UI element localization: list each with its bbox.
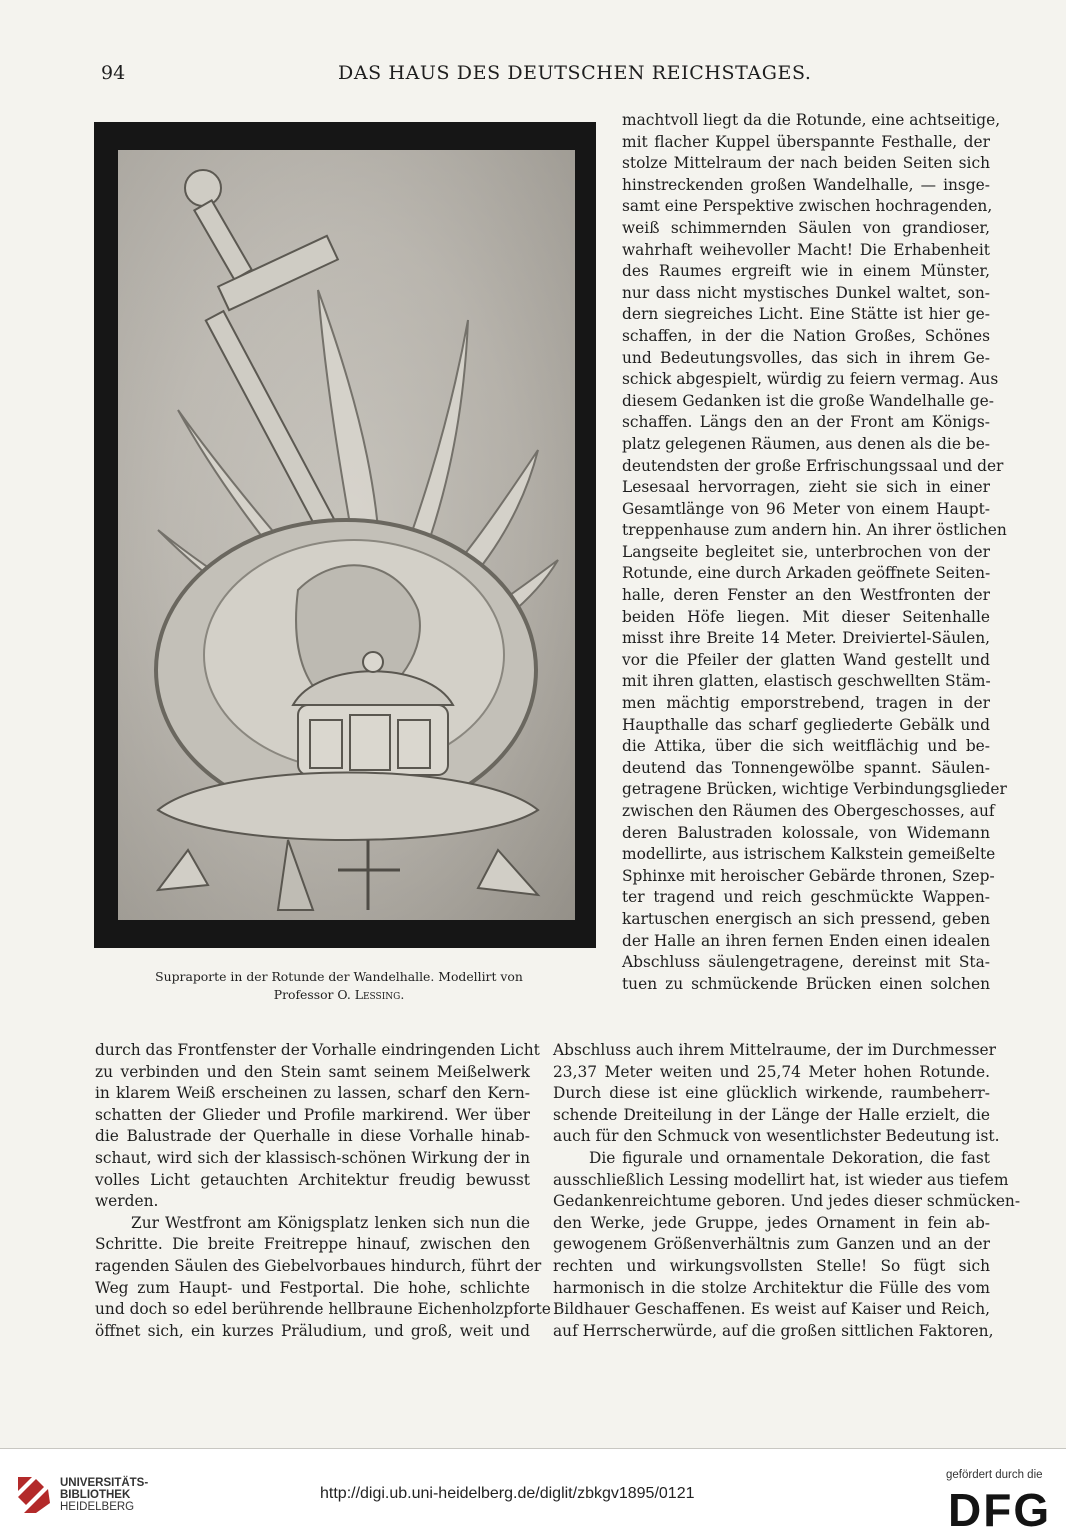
text-line: durch das Frontfenster der Vorhalle eindringenden Licht — [95, 1041, 540, 1059]
footer-bar — [0, 1449, 1066, 1538]
text-line: Sphinxe mit heroischer Gebärde thronen, Szep- — [622, 866, 995, 885]
text-line: deutendsten der große Erfrischungssaal und der — [622, 456, 1004, 475]
text-line: mit flacher Kuppel überspannte Festhalle, der — [622, 132, 990, 151]
text-line: samt eine Perspektive zwischen hochragenden, — [622, 197, 993, 216]
text-column-right-top — [622, 110, 1007, 995]
text-line: rechten und wirkungsvollsten Stelle! So fügt sich — [553, 1256, 990, 1275]
text-line: weiß schimmernden Säulen von grandioser, — [622, 218, 990, 237]
text-line: modellirte, aus istrischem Kalkstein gemeißelte — [622, 845, 996, 864]
text-line: des Raumes ergreift wie in einem Münster, — [622, 262, 990, 281]
text-line: treppenhause zum andern hin. An ihrer östlichen — [622, 521, 1007, 540]
text-line: schaffen. Längs den an der Front am Königs- — [622, 413, 990, 432]
digital-library-link[interactable]: http://digi.ub.uni-heidelberg.de/diglit/zbkgv1895/0121 — [320, 1485, 695, 1502]
text-line: öffnet sich, ein kurzes Präludium, und groß, weit und — [95, 1321, 530, 1340]
running-head — [0, 62, 1066, 92]
text-line: und Bedeutungsvolles, das sich in ihrem Ge- — [622, 348, 990, 367]
text-line: platz gelegenen Räumen, aus denen als die be- — [622, 434, 990, 453]
library-name-line-1: UNIVERSITÄTS- — [60, 1477, 149, 1489]
text-line: der Halle an ihren fernen Enden einen idealen — [622, 931, 990, 950]
text-line: auf Herrscherwürde, auf die großen sittlichen Faktoren, — [553, 1321, 994, 1340]
text-line: die Attika, über die sich weitflächig und be- — [622, 737, 990, 756]
text-line: tuen zu schmückende Brücken einen solchen — [622, 974, 990, 993]
text-line: Bildhauer Geschaffenen. Es weist auf Kaiser und Reich, — [553, 1300, 990, 1319]
text-line: hinstreckenden großen Wandelhalle, — insge- — [622, 175, 990, 194]
text-column-right-bottom — [553, 1040, 1021, 1342]
library-name — [60, 1477, 148, 1513]
text-line: zwischen den Räumen des Obergeschosses, auf — [622, 802, 995, 820]
text-line: Durch diese ist eine glücklich wirkende, raumbeherr- — [553, 1084, 990, 1103]
text-line: Die figurale und ornamentale Dekoration, die fast — [589, 1148, 990, 1167]
text-column-left-bottom — [95, 1040, 551, 1342]
university-library-logo-icon — [14, 1473, 54, 1517]
text-line: schaffen, in der die Nation Großes, Schönes — [622, 326, 990, 345]
text-line: zu verbinden und den Stein samt seinem Meißelwerk — [95, 1062, 530, 1081]
text-line: misst ihre Breite 14 Meter. Dreiviertel-Säulen, — [622, 629, 990, 648]
text-line: deutend das Tonnengewölbe spannt. Säulen- — [622, 758, 990, 777]
library-name-line-3: HEIDELBERG — [60, 1501, 135, 1513]
caption-author-name: Lessing. — [354, 987, 405, 1002]
text-line: Schritte. Die breite Freitreppe hinauf, zwischen den — [95, 1235, 530, 1254]
text-line: dern siegreiches Licht. Eine Stätte ist hier ge- — [622, 305, 990, 324]
caption-line-2-prefix: Professor O. — [273, 987, 355, 1002]
text-line: ter tragend und reich geschmückte Wappen- — [622, 888, 990, 907]
relief-illustration — [118, 150, 575, 920]
caption-line-1: Supraporte in der Rotunde der Wandelhalle. Modellirt von — [155, 969, 523, 984]
text-line: men mächtig emporstrebend, tragen in der — [622, 694, 990, 713]
text-line: werden. — [95, 1192, 159, 1211]
text-line: Zur Westfront am Königsplatz lenken sich nun die — [131, 1213, 530, 1232]
text-line: Abschluss säulengetragene, dereinst mit Sta- — [622, 953, 990, 972]
text-line: vor die Pfeiler der glatten Wand gestellt und — [622, 650, 990, 669]
library-name-line-2: BIBLIOTHEK — [60, 1489, 131, 1501]
page-number: 94 — [101, 62, 126, 84]
text-line: auch für den Schmuck von wesentlichster Bedeutung ist. — [553, 1127, 1000, 1146]
text-line: Gedankenreichtume geboren. Und jedes dieser schmücken- — [553, 1192, 1021, 1211]
caption-line-2 — [110, 986, 568, 1004]
text-line: getragene Brücken, wichtige Verbindungsglieder — [622, 780, 1007, 799]
text-line: deren Balustraden kolossale, von Widemann — [622, 823, 990, 842]
text-line: schatten der Glieder und Profile markirend. Wer über — [95, 1105, 530, 1124]
text-line: Abschluss auch ihrem Mittelraume, der im Durchmesser — [553, 1041, 996, 1059]
text-line: Rotunde, eine durch Arkaden geöffnete Seiten- — [622, 564, 991, 583]
figure-caption — [110, 968, 568, 1004]
text-line: den Werke, jede Gruppe, jedes Ornament in fein ab- — [553, 1213, 990, 1232]
text-line: volles Licht getauchten Architektur freudig bewusst — [95, 1170, 530, 1189]
text-line: Weg zum Haupt- und Festportal. Die hohe, schlichte — [95, 1278, 530, 1297]
text-line: wahrhaft weihevoller Macht! Die Erhabenheit — [622, 240, 990, 259]
text-line: kartuschen energisch an sich pressend, geben — [622, 909, 990, 928]
text-line: in klarem Weiß erscheinen zu lassen, scharf den Kern- — [95, 1084, 530, 1103]
text-line: gewogenem Größenverhältnis zum Ganzen und an der — [553, 1235, 990, 1254]
text-line: die Balustrade der Querhalle in diese Vorhalle hinab- — [95, 1127, 530, 1146]
text-line: Haupthalle das scharf gegliederte Gebälk und — [622, 715, 990, 734]
text-line: diesem Gedanken ist die große Wandelhalle ge- — [622, 391, 994, 410]
text-line: stolze Mittelraum der nach beiden Seiten sich — [622, 154, 990, 173]
text-line: schende Dreiteilung in der Länge der Halle erzielt, die — [553, 1105, 990, 1124]
text-line: machtvoll liegt da die Rotunde, eine achtseitige, — [622, 111, 1001, 129]
funded-by-label: gefördert durch die — [946, 1469, 1043, 1481]
text-line: Gesamtlänge von 96 Meter von einem Haupt- — [622, 499, 990, 518]
text-line: 23,37 Meter weiten und 25,74 Meter hohen Rotunde. — [553, 1062, 990, 1081]
text-line: mit ihren glatten, elastisch geschwellten Stäm- — [622, 672, 991, 691]
text-line: Langseite begleitet sie, unterbrochen von der — [622, 542, 990, 561]
text-line: halle, deren Fenster an den Westfronten der — [622, 586, 990, 605]
page-title: DAS HAUS DES DEUTSCHEN REICHSTAGES. — [338, 62, 812, 84]
text-line: ausschließlich Lessing modellirt hat, ist wieder aus tiefem — [553, 1170, 1009, 1189]
relief-photograph — [118, 150, 575, 920]
figure-supraporte — [94, 122, 596, 948]
dfg-logo: DFG — [948, 1484, 1052, 1536]
text-line: Lesesaal hervorragen, zieht sie sich in einer — [622, 478, 990, 497]
text-line: und doch so edel berührende hellbraune Eichenholzpforte — [95, 1300, 551, 1319]
text-line: harmonisch in die stolze Architektur die Fülle des vom — [553, 1278, 990, 1297]
text-line: schaut, wird sich der klassisch-schönen Wirkung der in — [95, 1148, 530, 1167]
text-line: ragenden Säulen des Giebelvorbaues hindurch, führt der — [95, 1256, 542, 1275]
text-line: schick abgespielt, würdig zu feiern vermag. Aus — [622, 370, 999, 389]
text-line: nur dass nicht mystisches Dunkel waltet, son- — [622, 283, 990, 302]
text-line: beiden Höfe liegen. Mit dieser Seitenhalle — [622, 607, 990, 626]
